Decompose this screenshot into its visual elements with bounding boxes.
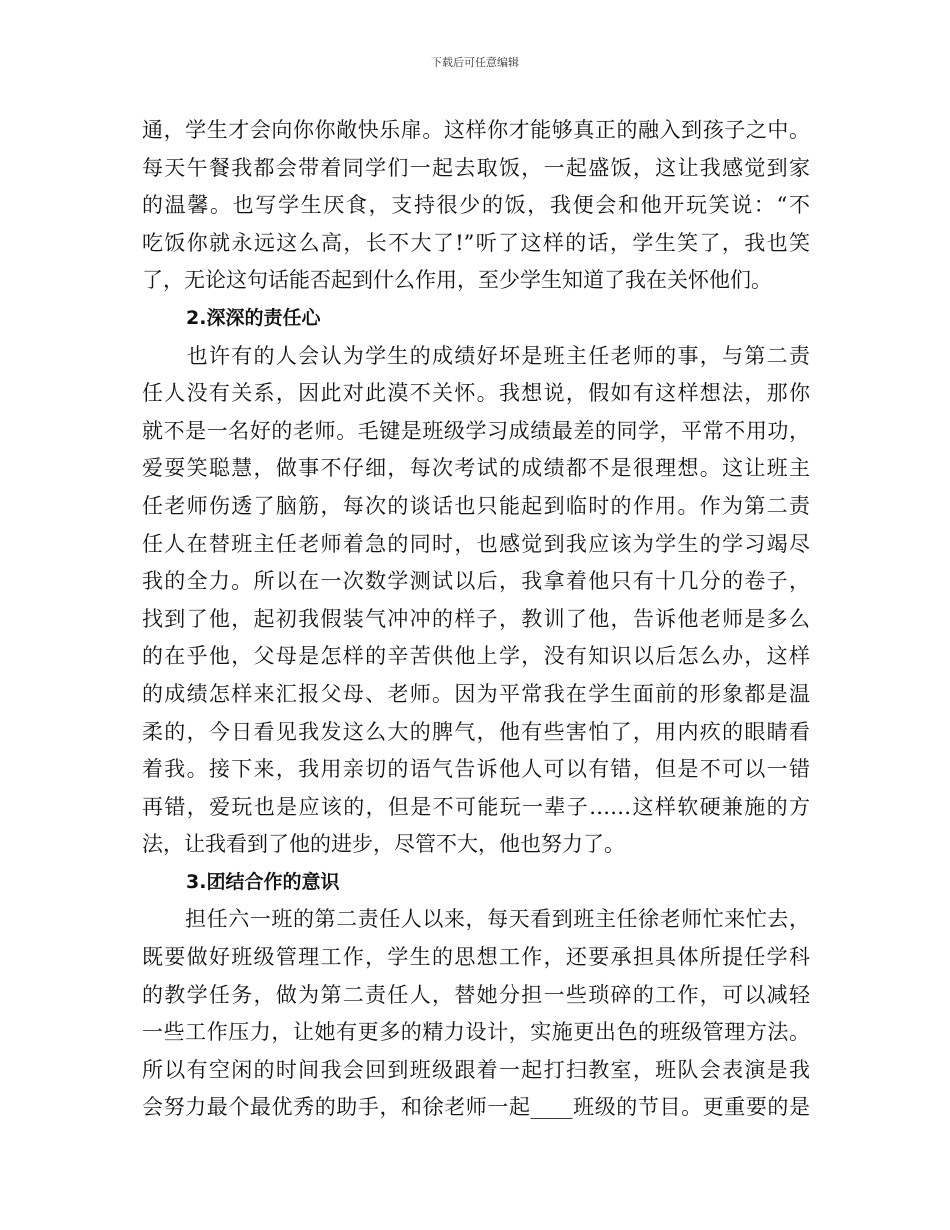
text-line: 柔的，今日看见我发这么大的脾气，他有些害怕了，用内疚的眼睛看 (142, 719, 810, 744)
text-line: 就不是一名好的老师。毛键是班级学习成绩最差的同学，平常不用功， (142, 418, 810, 443)
text-line: 所以有空闲的时间我会回到班级跟着一起打扫教室，班队会表演是我 (142, 1057, 810, 1082)
section-heading: 2.深深的责任心 (186, 306, 321, 329)
text-line: 既要做好班级管理工作，学生的思想工作，还要承担具体所提任学科 (142, 945, 810, 970)
text-line: 任老师伤透了脑筋，每次的谈话也只能起到临时的作用。作为第二责 (142, 493, 810, 518)
text-line: 了，无论这句话能否起到什么作用，至少学生知道了我在关怀他们。 (142, 268, 772, 293)
text-line: 着我。接下来，我用亲切的语气告诉他人可以有错，但是不可以一错 (142, 757, 810, 782)
section-heading: 3.团结合作的意识 (186, 870, 340, 893)
text-line: 爱耍笑聪慧，做事不仔细，每次考试的成绩都不是很理想。这让班主 (142, 456, 810, 481)
document-body (142, 112, 810, 1127)
text-line: 的在乎他，父母是怎样的辛苦供他上学，没有知识以后怎么办，这样 (142, 644, 810, 669)
text-line: 一些工作压力，让她有更多的精力设计，实施更出色的班级管理方法。 (142, 1020, 810, 1045)
text-line: 每天午餐我都会带着同学们一起去取饭，一起盛饭，这让我感觉到家 (142, 155, 810, 180)
text-line: 吃饭你就永远这么高，长不大了!”听了这样的话，学生笑了，我也笑 (142, 230, 810, 255)
text-line: 法，让我看到了他的进步，尽管不大，他也努力了。 (142, 832, 625, 857)
text-line: 任人在替班主任老师着急的同时，也感觉到我应该为学生的学习竭尽 (142, 531, 810, 556)
text-line: 也许有的人会认为学生的成绩好坏是班主任老师的事，与第二责 (142, 343, 810, 368)
text-line: 会努力最个最优秀的助手，和徐老师一起____班级的节目。更重要的是 (142, 1095, 810, 1120)
text-line: 通，学生才会向你你敞快乐扉。这样你才能够真正的融入到孩子之中。 (142, 118, 810, 142)
text-line: 担任六一班的第二责任人以来，每天看到班主任徐老师忙来忙去， (142, 907, 810, 932)
text-line: 的教学任务，做为第二责任人，替她分担一些琐碎的工作，可以减轻 (142, 982, 810, 1007)
text-line: 的温馨。也写学生厌食，支持很少的饭，我便会和他开玩笑说：“不 (142, 193, 810, 218)
text-line: 的成绩怎样来汇报父母、老师。因为平常我在学生面前的形象都是温 (142, 681, 810, 706)
page-header: 下载后可任意编辑 (431, 56, 519, 69)
text-line: 再错，爱玩也是应该的，但是不可能玩一辈子……这样软硬兼施的方 (142, 794, 810, 819)
text-line: 我的全力。所以在一次数学测试以后，我拿着他只有十几分的卷子， (142, 569, 810, 594)
text-line: 任人没有关系，因此对此漠不关怀。我想说，假如有这样想法，那你 (142, 381, 810, 406)
text-line: 找到了他，起初我假装气冲冲的样子，教训了他，告诉他老师是多么 (142, 606, 810, 631)
